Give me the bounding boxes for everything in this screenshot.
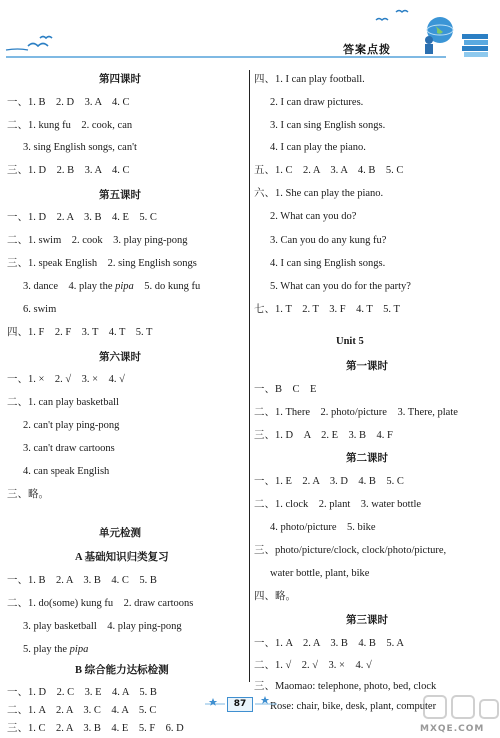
answer-line: 二、1. clock 2. plant 3. water bottle: [254, 499, 422, 510]
section-title: 第一课时: [346, 361, 388, 372]
answer-line: 三、Maomao: telephone, photo, bed, clock: [254, 681, 437, 692]
answer-line: 三、1. C 2. A 3. B 4. E 5. F 6. D: [7, 723, 184, 734]
answer-line: 5. What can you do for the party?: [270, 281, 411, 292]
answer-line: 二、1. There 2. photo/picture 3. There, plate: [254, 407, 458, 418]
bird-icon: [376, 11, 408, 21]
section-title: 第五课时: [99, 190, 141, 201]
section-title: 第六课时: [99, 352, 141, 363]
answer-line: 6. swim: [23, 304, 57, 315]
page-footer: [205, 692, 285, 718]
answer-line: 3. can't draw cartoons: [23, 443, 115, 454]
subsection-title: B 综合能力达标检测: [75, 665, 169, 676]
answer-line: 5. play the pipa: [23, 644, 89, 655]
answer-line: 二、1. swim 2. cook 3. play ping-pong: [7, 235, 188, 246]
answer-line: 一、1. D 2. C 3. E 4. A 5. B: [7, 687, 157, 698]
answer-line: water bottle, plant, bike: [270, 568, 370, 579]
answer-line: 3. dance 4. play the pipa 5. do kung fu: [23, 281, 201, 292]
answer-line: 3. I can sing English songs.: [270, 120, 386, 131]
answer-line: 3. play basketball 4. play ping-pong: [23, 621, 182, 632]
answer-line: 四、略。: [254, 591, 296, 602]
answer-line: 3. sing English songs, can't: [23, 142, 137, 153]
answer-line: 六、1. She can play the piano.: [254, 188, 384, 199]
bird-icon: [28, 37, 52, 47]
subsection-title: A 基础知识归类复习: [75, 552, 169, 563]
answer-line: 2. I can draw pictures.: [270, 97, 364, 108]
page-number: 87: [227, 697, 253, 712]
answer-line: 二、1. can play basketball: [7, 397, 119, 408]
answer-line: 2. What can you do?: [270, 211, 357, 222]
answer-line: 一、1. E 2. A 3. D 4. B 5. C: [254, 476, 404, 487]
answer-line: 一、1. D 2. A 3. B 4. E 5. C: [7, 212, 157, 223]
answer-line: 4. I can sing English songs.: [270, 258, 386, 269]
books-icon: [462, 34, 488, 57]
watermark-text: MXQE.COM: [420, 724, 485, 734]
answer-line: 三、1. speak English 2. sing English songs: [7, 258, 197, 269]
answer-line: Rose: chair, bike, desk, plant, computer: [270, 701, 437, 712]
answer-line: 四、1. I can play football.: [254, 74, 365, 85]
section-title: 单元检测: [99, 528, 141, 539]
answer-line: 四、1. F 2. F 3. T 4. T 5. T: [7, 327, 153, 338]
answer-line: 三、略。: [7, 489, 49, 500]
unit-title: Unit 5: [336, 336, 364, 347]
answer-line: 一、B C E: [254, 384, 317, 395]
answer-line: 一、1. A 2. A 3. B 4. B 5. A: [254, 638, 404, 649]
answer-line: 4. I can play the piano.: [270, 142, 366, 153]
globe-icon: [425, 17, 453, 54]
section-title: 第四课时: [99, 74, 141, 85]
answer-line: 4. can speak English: [23, 466, 110, 477]
answer-line: 五、1. C 2. A 3. A 4. B 5. C: [254, 165, 404, 176]
answer-line: 一、1. × 2. √ 3. × 4. √: [7, 374, 125, 385]
answer-line: 3. Can you do any kung fu?: [270, 235, 387, 246]
answer-line: 二、1. do(some) kung fu 2. draw cartoons: [7, 598, 194, 609]
header-title: 答案点拨: [343, 43, 391, 56]
answer-line: 三、1. D A 2. E 3. B 4. F: [254, 430, 393, 441]
answer-line: 2. can't play ping-pong: [23, 420, 120, 431]
answer-line: 三、photo/picture/clock, clock/photo/picture,: [254, 545, 447, 556]
page-header: [0, 0, 500, 66]
answer-line: 二、1. kung fu 2. cook, can: [7, 120, 133, 131]
answer-line: 一、1. B 2. A 3. B 4. C 5. B: [7, 575, 157, 586]
column-divider: [249, 70, 250, 682]
answer-line: 二、1. A 2. A 3. C 4. A 5. C: [7, 705, 157, 716]
answer-line: 二、1. √ 2. √ 3. × 4. √: [254, 660, 372, 671]
answer-line: 七、1. T 2. T 3. F 4. T 5. T: [254, 304, 400, 315]
section-title: 第三课时: [346, 615, 388, 626]
section-title: 第二课时: [346, 453, 388, 464]
answer-line: 三、1. D 2. B 3. A 4. C: [7, 165, 130, 176]
answer-line: 4. photo/picture 5. bike: [270, 522, 376, 533]
answer-line: 一、1. B 2. D 3. A 4. C: [7, 97, 130, 108]
